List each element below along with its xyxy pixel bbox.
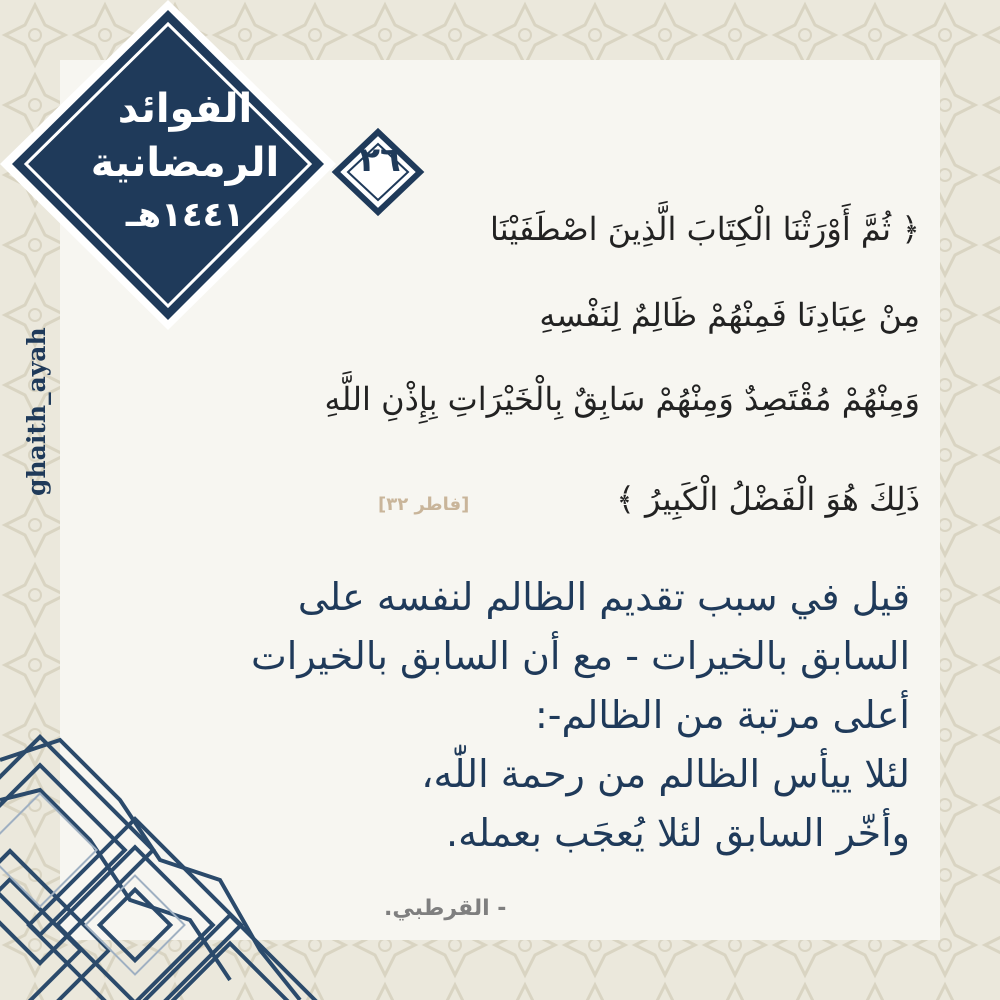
verse-line-4: ذَلِكَ هُوَ الْفَضْلُ الْكَبِيرُ ﴾ — [616, 480, 920, 518]
commentary-line-3: أعلى مرتبة من الظالم-: — [534, 692, 910, 737]
badge-title-line1: الفوائد — [117, 86, 253, 132]
episode-number: ٢٦ — [359, 140, 401, 180]
commentary-line-2: السابق بالخيرات - مع أن السابق بالخيرات — [250, 633, 910, 678]
badge-title-line2: الرمضانية — [90, 140, 280, 186]
commentary-line-5: وأخّر السابق لئلا يُعجَب بعمله. — [446, 810, 910, 855]
surah-reference: [فاطر ٣٢] — [378, 494, 470, 515]
attribution: - القرطبي. — [384, 896, 507, 921]
commentary-line-4: لئلا ييأس الظالم من رحمة اللّٰه، — [421, 751, 910, 796]
verse-line-3: وَمِنْهُمْ مُقْتَصِدٌ وَمِنْهُمْ سَابِقٌ بِالْخَيْرَاتِ بِإِذْنِ اللَّهِ — [324, 380, 920, 418]
handle-text[interactable]: ghaith_ayah — [21, 327, 51, 496]
badge-year: ١٤٤١هـ — [125, 195, 245, 235]
commentary-text — [110, 568, 910, 862]
verse-line-1: ﴿ ثُمَّ أَوْرَثْنَا الْكِتَابَ الَّذِينَ اصْطَفَيْنَا — [489, 210, 920, 248]
commentary-line-1: قيل في سبب تقديم الظالم لنفسه على — [297, 575, 910, 619]
social-handle-block — [6, 327, 66, 520]
verse-line-2: مِنْ عِبَادِنَا فَمِنْهُمْ ظَالِمٌ لِنَفْسِهِ — [539, 296, 920, 334]
